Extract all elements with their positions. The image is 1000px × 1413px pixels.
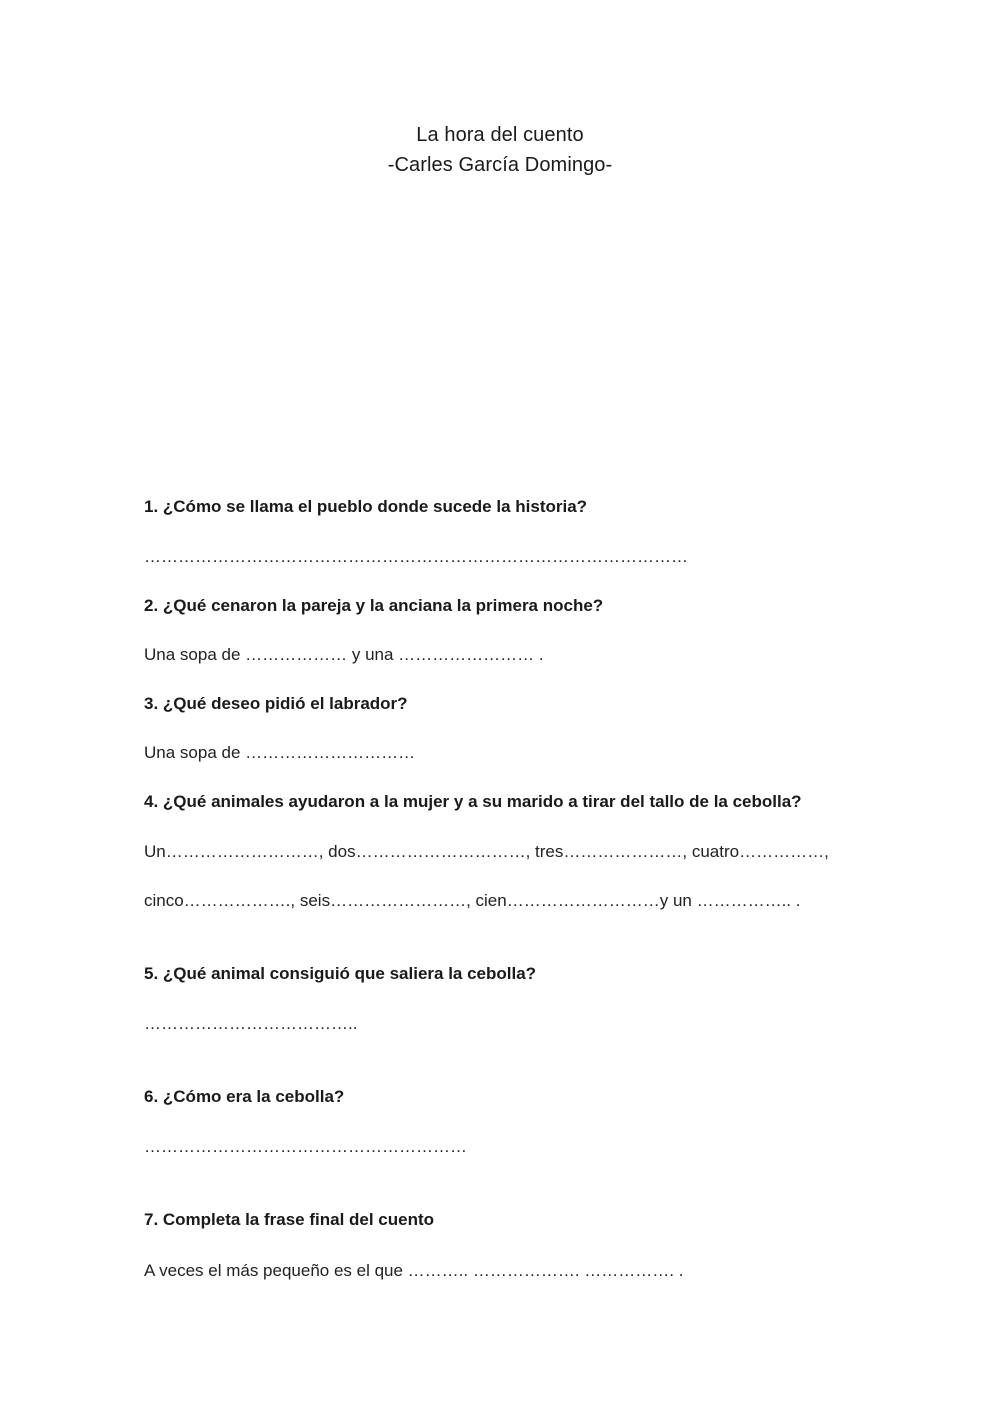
question-7: 7. Completa la frase final del cuento: [144, 1210, 435, 1229]
answer-4-line-1: Un………………………, dos…………………………, tres…………………, cuatro……………,: [144, 842, 829, 861]
question-2: 2. ¿Qué cenaron la pareja y la anciana la primera noche?: [144, 596, 604, 615]
answer-3-line: Una sopa de …………………………: [144, 743, 416, 762]
answer-2-line: Una sopa de ……………… y una …………………… .: [144, 645, 544, 664]
answer-7-line: A veces el más pequeño es el que ……….. ………………. ……………. .: [144, 1261, 684, 1280]
answer-6-line: …………………………………………………: [144, 1137, 467, 1156]
worksheet-author: -Carles García Domingo-: [387, 154, 613, 176]
worksheet-title: La hora del cuento: [416, 124, 584, 146]
question-5: 5. ¿Qué animal consiguió que saliera la cebolla?: [144, 964, 537, 983]
question-6: 6. ¿Cómo era la cebolla?: [144, 1087, 345, 1106]
answer-1-line: ……………………………………………………………………………………: [144, 547, 688, 566]
question-4: 4. ¿Qué animales ayudaron a la mujer y a su marido a tirar del tallo de la cebolla?: [144, 792, 802, 811]
answer-5-line: ………………………………..: [144, 1014, 358, 1033]
question-1: 1. ¿Cómo se llama el pueblo donde sucede la historia?: [144, 497, 588, 516]
question-3: 3. ¿Qué deseo pidió el labrador?: [144, 694, 408, 713]
title-block: [0, 120, 1000, 180]
answer-4-line-2: cinco………………., seis……………………, cien………………………y un …………….. .: [144, 891, 801, 910]
